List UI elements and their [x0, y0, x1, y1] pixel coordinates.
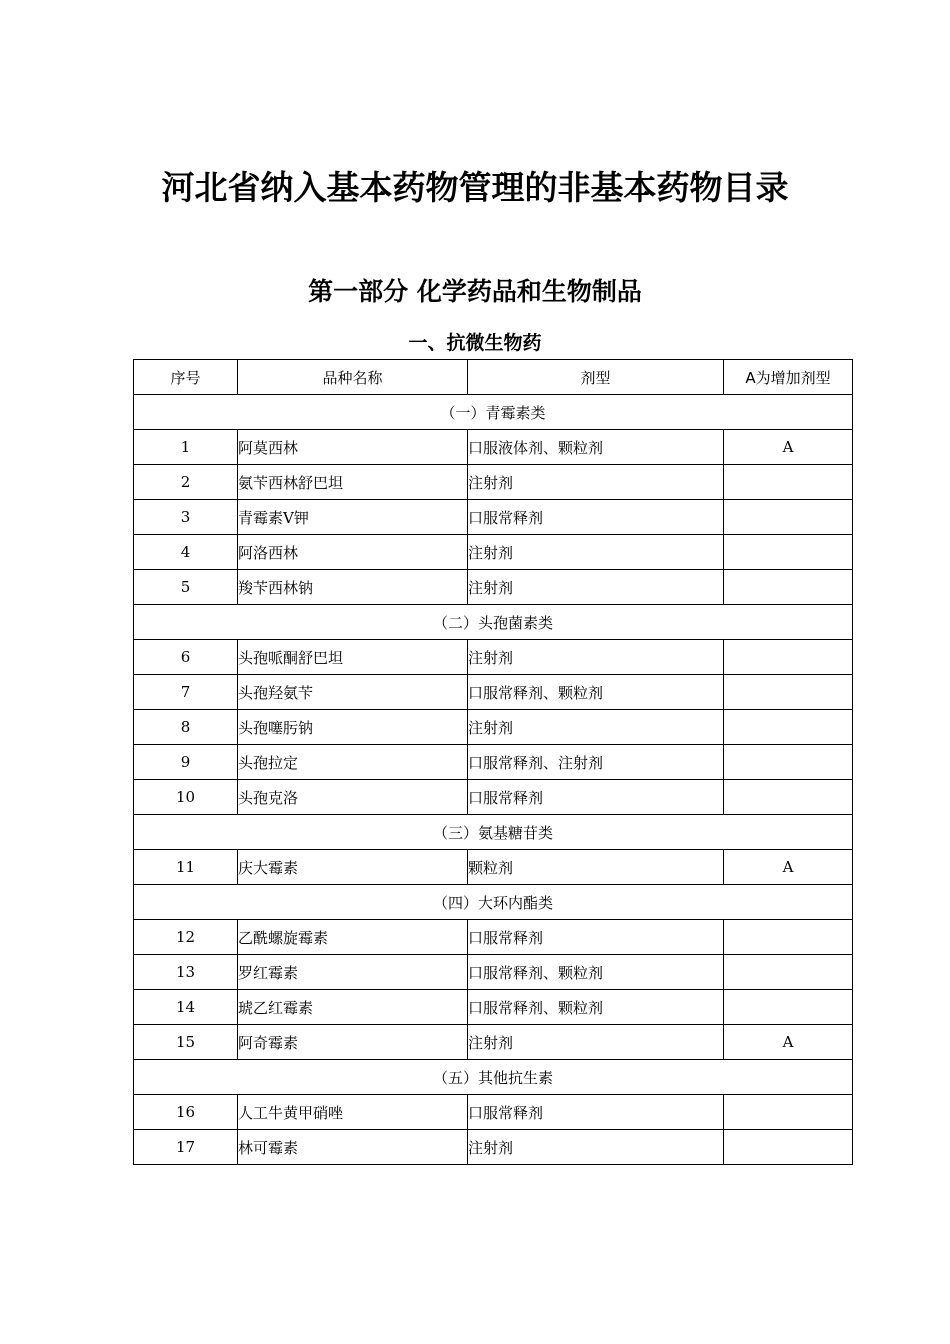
- cell-added: A: [724, 430, 853, 465]
- cell-name: 阿洛西林: [238, 535, 468, 570]
- cell-form: 颗粒剂: [468, 850, 724, 885]
- cell-form: 口服常释剂、颗粒剂: [468, 675, 724, 710]
- cell-no: 16: [134, 1095, 238, 1130]
- cell-no: 8: [134, 710, 238, 745]
- cell-no: 3: [134, 500, 238, 535]
- cell-added: A: [724, 850, 853, 885]
- part-title: 第一部分 化学药品和生物制品: [308, 277, 642, 306]
- cell-name: 头孢哌酮舒巴坦: [238, 640, 468, 675]
- table-row: [134, 640, 853, 675]
- cell-form: 口服常释剂: [468, 780, 724, 815]
- cell-form: 注射剂: [468, 1130, 724, 1165]
- cell-no: 1: [134, 430, 238, 465]
- cell-added: A: [724, 1025, 853, 1060]
- cell-name: 头孢克洛: [238, 780, 468, 815]
- cell-form: 注射剂: [468, 1025, 724, 1060]
- cell-name: 阿奇霉素: [238, 1025, 468, 1060]
- cell-no: 14: [134, 990, 238, 1025]
- cell-form: 注射剂: [468, 710, 724, 745]
- cell-form: 注射剂: [468, 465, 724, 500]
- cell-form: 口服常释剂: [468, 500, 724, 535]
- category-title: （四）大环内酯类: [134, 885, 853, 920]
- table-row: [134, 1130, 853, 1165]
- cell-added: [724, 465, 853, 500]
- cell-added: [724, 710, 853, 745]
- cell-added: [724, 1095, 853, 1130]
- cell-name: 庆大霉素: [238, 850, 468, 885]
- category-row: [134, 885, 853, 920]
- cell-no: 11: [134, 850, 238, 885]
- section-title: 一、抗微生物药: [408, 332, 542, 354]
- cell-no: 10: [134, 780, 238, 815]
- cell-name: 乙酰螺旋霉素: [238, 920, 468, 955]
- header-no: 序号: [134, 360, 238, 395]
- cell-no: 6: [134, 640, 238, 675]
- cell-no: 2: [134, 465, 238, 500]
- cell-name: 头孢羟氨苄: [238, 675, 468, 710]
- table-row: [134, 850, 853, 885]
- document-title: 河北省纳入基本药物管理的非基本药物目录: [161, 168, 789, 207]
- cell-added: [724, 780, 853, 815]
- drug-table: [133, 359, 853, 1165]
- cell-form: 口服常释剂、颗粒剂: [468, 955, 724, 990]
- cell-no: 7: [134, 675, 238, 710]
- cell-added: [724, 535, 853, 570]
- cell-form: 口服常释剂: [468, 1095, 724, 1130]
- cell-name: 人工牛黄甲硝唑: [238, 1095, 468, 1130]
- table-row: [134, 780, 853, 815]
- category-title: （二）头孢菌素类: [134, 605, 853, 640]
- cell-name: 林可霉素: [238, 1130, 468, 1165]
- table-row: [134, 955, 853, 990]
- cell-added: [724, 990, 853, 1025]
- cell-no: 4: [134, 535, 238, 570]
- cell-added: [724, 640, 853, 675]
- category-title: （三）氨基糖苷类: [134, 815, 853, 850]
- header-added: A为增加剂型: [724, 360, 853, 395]
- cell-form: 注射剂: [468, 570, 724, 605]
- cell-form: 口服液体剂、颗粒剂: [468, 430, 724, 465]
- table-row: [134, 1025, 853, 1060]
- category-row: [134, 1060, 853, 1095]
- cell-no: 17: [134, 1130, 238, 1165]
- cell-form: 口服常释剂: [468, 920, 724, 955]
- cell-added: [724, 500, 853, 535]
- table-row: [134, 570, 853, 605]
- table-row: [134, 1095, 853, 1130]
- table-row: [134, 430, 853, 465]
- cell-added: [724, 675, 853, 710]
- cell-added: [724, 745, 853, 780]
- category-row: [134, 395, 853, 430]
- category-title: （五）其他抗生素: [134, 1060, 853, 1095]
- cell-no: 15: [134, 1025, 238, 1060]
- cell-form: 注射剂: [468, 535, 724, 570]
- category-row: [134, 815, 853, 850]
- cell-no: 5: [134, 570, 238, 605]
- cell-form: 口服常释剂、颗粒剂: [468, 990, 724, 1025]
- table-row: [134, 745, 853, 780]
- table-row: [134, 675, 853, 710]
- cell-name: 头孢拉定: [238, 745, 468, 780]
- category-title: （一）青霉素类: [134, 395, 853, 430]
- cell-added: [724, 955, 853, 990]
- header-name: 品种名称: [238, 360, 468, 395]
- table-row: [134, 465, 853, 500]
- table-row: [134, 920, 853, 955]
- table-row: [134, 535, 853, 570]
- cell-no: 13: [134, 955, 238, 990]
- cell-added: [724, 920, 853, 955]
- cell-no: 9: [134, 745, 238, 780]
- cell-name: 阿莫西林: [238, 430, 468, 465]
- table-row: [134, 500, 853, 535]
- cell-no: 12: [134, 920, 238, 955]
- table-row: [134, 990, 853, 1025]
- cell-name: 青霉素V钾: [238, 500, 468, 535]
- cell-form: 注射剂: [468, 640, 724, 675]
- table-header-row: [134, 360, 853, 395]
- category-row: [134, 605, 853, 640]
- cell-name: 头孢噻肟钠: [238, 710, 468, 745]
- cell-name: 羧苄西林钠: [238, 570, 468, 605]
- cell-name: 氨苄西林舒巴坦: [238, 465, 468, 500]
- cell-added: [724, 1130, 853, 1165]
- cell-added: [724, 570, 853, 605]
- cell-form: 口服常释剂、注射剂: [468, 745, 724, 780]
- cell-name: 罗红霉素: [238, 955, 468, 990]
- cell-name: 琥乙红霉素: [238, 990, 468, 1025]
- table-row: [134, 710, 853, 745]
- header-form: 剂型: [468, 360, 724, 395]
